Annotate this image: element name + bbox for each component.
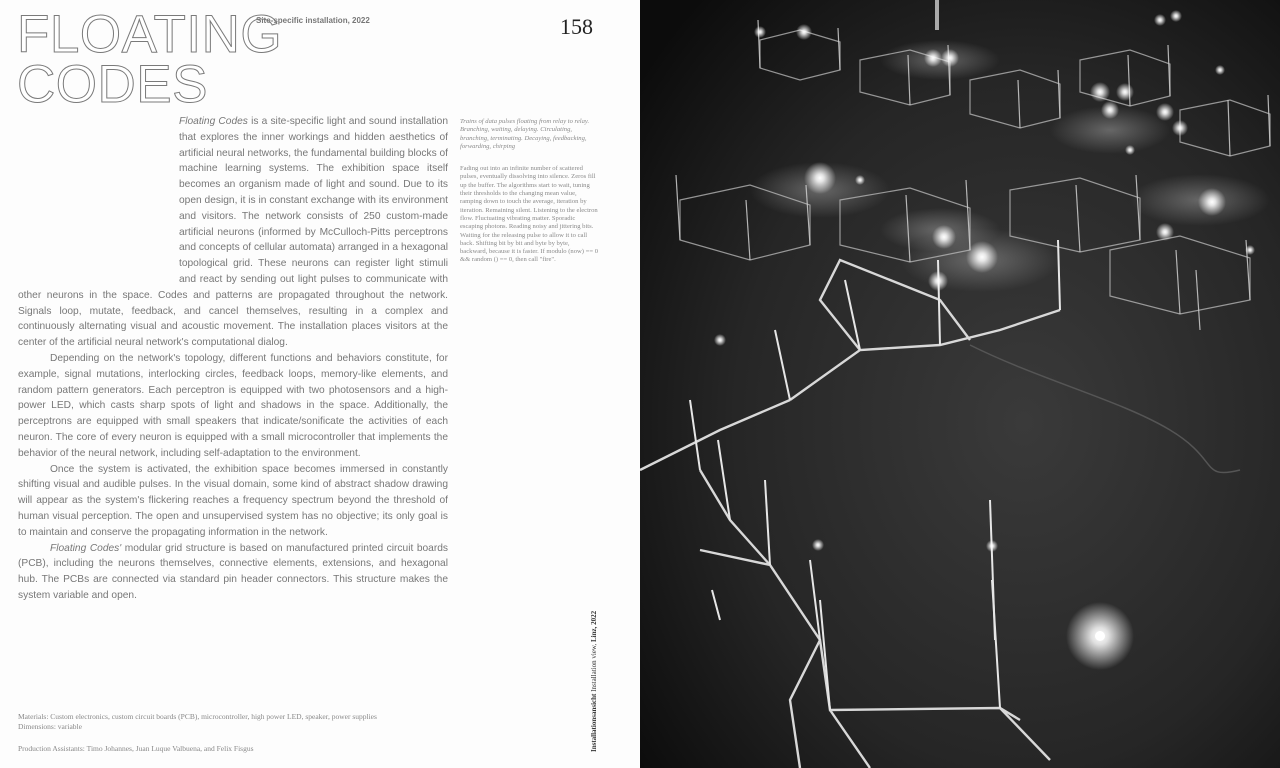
installation-photo [640,0,1280,768]
installation-photo-image [640,0,1280,768]
credits-assistants: Production Assistants: Timo Johannes, Juan Luque Valbuena, and Felix Fisgus [18,744,254,753]
title-line-2: CODES [17,55,208,114]
body-text [18,114,448,604]
credits [18,712,458,754]
side-text: Fading out into an infinite number of scattered pulses, eventually dissolving into silence. Zeros fill up the buffer. The algorithms start to wait, tuning their thresholds to the changing mean value, ramping down to touch the average, iteration by iteration. Remaining silent. Listening to the electron flow. Fluctuating vibrating matter. Sporadic escaping photons. Reading noisy and jittering bits. Waiting for the releasing pulse to allow it to call back. Shifting bit by bit and byte by byte, backward, because it is faster. If modulo (now) == 0 && random () == 0, then call "fire". [460,165,598,264]
paragraph-2: Depending on the network's topology, different functions and behaviors constitute, for example, signal mutations, interlocking circles, feedback loops, memory-like elements, and random pattern generators. Each perceptron is equipped with two photosensors and a high-power LED, which casts sharp spots of light and shadows in the space. Additionally, the perceptrons are equipped with small speakers that indicate/sonificate the activities of each neuron. The core of every neuron is equipped with a small microcontroller that implements the behavior of the neural network, including self-adaptation to the environment. [18,352,448,459]
side-poem: Trains of data pulses floating from relay to relay. Branching, waiting, delaying. Circulating, branching, terminating. Decaying, feedbacking, forwarding, chirping [460,118,590,150]
page-number: 158 [560,14,593,39]
credits-materials: Materials: Custom electronics, custom circuit boards (PCB), microcontroller, high power LED, speaker, power supplies [18,712,377,721]
work-title-inline: Floating Codes [179,116,248,127]
page-title [17,5,283,114]
work-title-inline-2: Floating Codes' [50,542,122,554]
credits-dimensions: Dimensions: variable [18,722,82,731]
title-line-1: FLOATING [17,5,283,64]
photo-caption: Installationsansicht Installation view, Linz, 2022 [590,610,598,752]
subtitle: Site-specific installation, 2022 [256,16,370,25]
paragraph-4: Floating Codes' modular grid structure is based on manufactured printed circuit boards (PCB), including the neurons themselves, connective elements, extensions, and hexagonal hub. The PCBs are connected via standard pin header connectors. This structure makes the system variable and open. [18,542,449,601]
paragraph-3: Once the system is activated, the exhibition space becomes immersed in constantly shifting visual and audible pulses. In the visual domain, some kind of abstract shadow drawing will appear as the system's flickering reaches a frequency spectrum beyond the threshold of human visual perception. The open and unsupervised system has no objective; its only goal is to maintain and conserve the propagating information in the network. [18,463,448,538]
side-column [460,118,598,279]
paragraph-1: Floating Codes is a site-specific light and sound installation that explores the inner workings and hidden aesthetics of artificial neural networks, the fundamental building blocks of machine learning systems. The exhibition space itself becomes an organism made of light and sound. Due to its open design, it is in constant exchange with its environment and visitors. The network consists of 250 custom-made artificial neurons (informed by McCulloch-Pitts perceptrons and concepts of cellular automata) arranged in a hexagonal topological grid. These neurons can register light stimuli and react by sending out light pulses to communicate with other neurons in the space. Codes and patterns are propagated throughout the network. Signals loop, mutate, feedback, and cancel themselves, resulting in a complex and continuously alternating visual and acoustic movement. The installation places visitors at the center of the artificial neural network's computational dialog. [18,116,448,349]
